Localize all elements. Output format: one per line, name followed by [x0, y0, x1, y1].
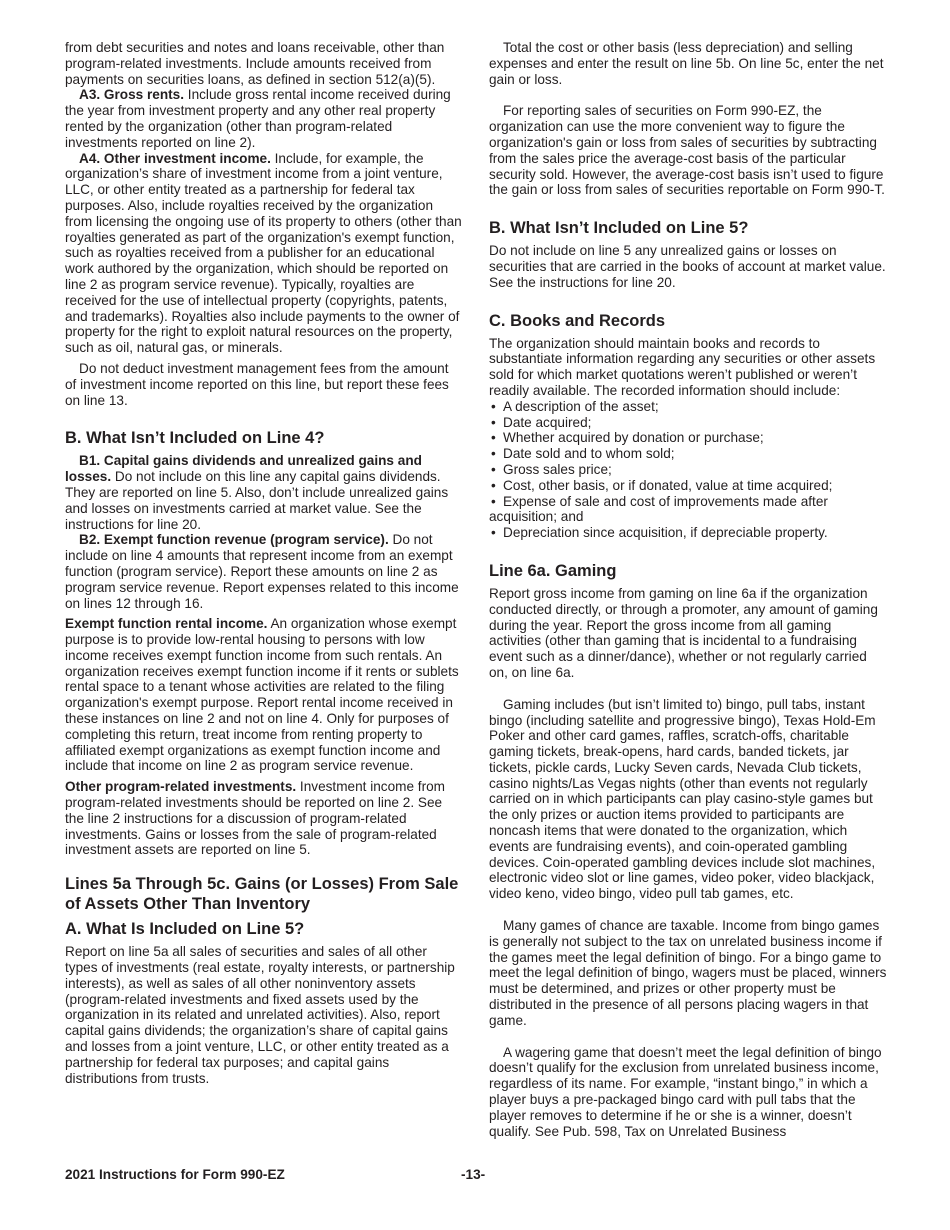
b2-text: Do not include on line 4 amounts that represent income from an exempt function (program service). Report these amounts on line 2 as program service revenue. Report expenses related to this income on lines 12 through 16. [65, 532, 459, 611]
paragraph-a-line5: Report on line 5a all sales of securities and sales of all other types of investments (real estate, royalty interests, or partnership interests), as well as sales of all other noninventory assets (program-related investments and fixed assets used by the organization in its related and unrelated activities). Also, report capital gains dividends; the organization’s share of capital gains and losses from a joint venture, LLC, or other entity treated as a partnership for federal tax purposes; and capital gains distributions from trusts. [65, 944, 455, 1086]
list-item: • Cost, other basis, or if donated, value at time acquired; [489, 478, 887, 494]
footer-title: 2021 Instructions for Form 990-EZ [65, 1167, 285, 1182]
records-bullet-list [489, 399, 887, 541]
list-item: • A description of the asset; [489, 399, 887, 415]
b2-heading: B2. Exempt function revenue (program service). [79, 532, 389, 548]
paragraph-b-line5: Do not include on line 5 any unrealized gains or losses on securities that are carried in the books of account at market value. See the instructions for line 20. [489, 243, 886, 290]
list-item: • Depreciation since acquisition, if depreciable property. [489, 525, 887, 541]
paragraph-gaming-4: A wagering game that doesn’t meet the legal definition of bingo doesn’t qualify for the exclusion from unrelated business income, regardless of its name. For example, “instant bingo,” in which a player buys a pre-packaged bingo card with pull tabs that the player removes to determine if he or she is a winner, doesn’t qualify. See Pub. 598, Tax on Unrelated Business [489, 1044, 882, 1139]
a4-text: Include, for example, the organization’s share of investment income from a joint venture, LLC, or other entity treated as a partnership for federal tax purposes. Also, include royalties received by the organization from licensing the ongoing use of its property to others (other than royalties generated as part of the organization's exempt function, such as royalties received from a publisher for an educational work authored by the organization, which should be reported on line 2 as program service revenue). Typically, royalties are received for the use of intellectual property (copyrights, patents, and trademarks). Royalties also include payments to the owner of property for the right to exploit natural resources on the property, such as oil, natural gas, or minerals. [65, 150, 462, 356]
heading-b-line5: B. What Isn’t Included on Line 5? [489, 219, 749, 238]
a3-heading: A3. Gross rents. [79, 87, 185, 103]
heading-line-6a: Line 6a. Gaming [489, 561, 617, 580]
list-item: • Date acquired; [489, 415, 887, 431]
list-item: • Date sold and to whom sold; [489, 446, 887, 462]
heading-b-line4: B. What Isn’t Included on Line 4? [65, 429, 325, 448]
paragraph-a3 [65, 87, 463, 150]
a4-heading: A4. Other investment income. [79, 150, 271, 166]
heading-lines-5a-5c: Lines 5a Through 5c. Gains (or Losses) From Sale of Assets Other Than Inventory [65, 875, 459, 914]
paragraph-gaming-3: Many games of chance are taxable. Income from bingo games is generally not subject to the tax on unrelated business income if the games meet the legal definition of bingo. For a bingo game to meet the legal definition of bingo, wagers must be placed, winners must be determined, and prizes or other property must be distributed in the presence of all persons placing wagers in that game. [489, 918, 887, 1028]
paragraph-debt-securities: from debt securities and notes and loans receivable, other than program-related investments. Include amounts received from payments on securities loans, as defined in section 512(a)(5). [65, 40, 445, 87]
exempt-rental-heading: Exempt function rental income. [65, 616, 268, 632]
paragraph-total-cost: Total the cost or other basis (less depreciation) and selling expenses and enter the result on line 5b. On line 5c, enter the net gain or loss. [489, 40, 884, 87]
b1-heading: B1. Capital gains dividends and unrealized gains and losses. [65, 453, 422, 485]
heading-books-records: C. Books and Records [489, 311, 666, 330]
page-number: -13- [461, 1167, 486, 1182]
paragraph-gaming-1: Report gross income from gaming on line 6a if the organization conducted directly, or through a promoter, any amount of gaming during the year. Report the gross income from all gaming activities (other than gaming that is incidental to a fundraising event such as a dinner/dance), whether or not regularly carried on, on line 6a. [489, 585, 878, 680]
heading-a-line5: A. What Is Included on Line 5? [65, 920, 305, 939]
paragraph-exempt-rental [65, 616, 463, 774]
list-item: • Gross sales price; [489, 462, 887, 478]
exempt-rental-text: An organization whose exempt purpose is to provide low-rental housing to persons with low income receives exempt function income from such rentals. An organization receives exempt function income if it rents or sublets rental space to a tenant whose activities are related to the filing organization's exempt purpose. Report rental income received in these instances on line 2 and not on line 4. Only for purposes of completing this return, treat income from renting property to affiliated exempt organizations as exempt function income and include that income on line 2 as program service revenue. [65, 616, 459, 774]
paragraph-gaming-2: Gaming includes (but isn’t limited to) bingo, pull tabs, instant bingo (including satellite and progressive bingo), Texas Hold-Em Poker and other card games, raffles, scratch-offs, charitable gaming tickets, break-opens, hard cards, banded tickets, jar tickets, pickle cards, Lucky Seven cards, Nevada Club tickets, casino nights/Las Vegas nights (other than events not regularly carried on in which participants can play casino-style games but the only prizes or auction items provided to participants are noncash items that were donated to the organization, which events are fundraising events), and coin-operated gambling devices. Coin-operated gambling devices include slot machines, electronic video slot or line games, video poker, video blackjack, video keno, video bingo, video pull tab games, etc. [489, 696, 876, 902]
list-item: • Whether acquired by donation or purchase; [489, 430, 887, 446]
list-item: • Expense of sale and cost of improvements made after acquisition; and [489, 494, 887, 526]
paragraph-b2 [65, 532, 463, 611]
paragraph-b1 [65, 453, 463, 532]
paragraph-management-fees: Do not deduct investment management fees from the amount of investment income reported on this line, but report these fees on line 13. [65, 360, 449, 408]
paragraph-books-records: The organization should maintain books and records to substantiate information regarding any securities or other assets sold for which market quotations weren’t published or weren’t readily available. The recorded information should include: [489, 335, 876, 398]
right-column [489, 40, 887, 1139]
left-column [65, 40, 463, 1086]
a3-text: Include gross rental income received during the year from investment property and any other real property rented by the organization (other than program-related investments reported on line 2). [65, 87, 451, 150]
program-investments-text: Investment income from program-related investments should be reported on line 2. See the line 2 instructions for a discussion of program-related investments. Gains or losses from the sale of program-related investment assets are reported on line 5. [65, 779, 445, 858]
b1-text: Do not include on this line any capital gains dividends. They are reported on line 5. Also, don’t include unrealized gains and losses on investments carried at market value. See the instructions for line 20. [65, 469, 449, 532]
paragraph-securities-sales: For reporting sales of securities on Form 990-EZ, the organization can use the more convenient way to figure the organization's gain or loss from sales of securities by subtracting from the sales price the average-cost basis of the particular security sold. However, the average-cost basis isn’t used to figure the gain or loss from sales of securities reportable on Form 990-T. [489, 103, 885, 198]
program-investments-heading: Other program-related investments. [65, 779, 297, 795]
paragraph-a4 [65, 151, 463, 356]
paragraph-program-investments [65, 779, 463, 858]
